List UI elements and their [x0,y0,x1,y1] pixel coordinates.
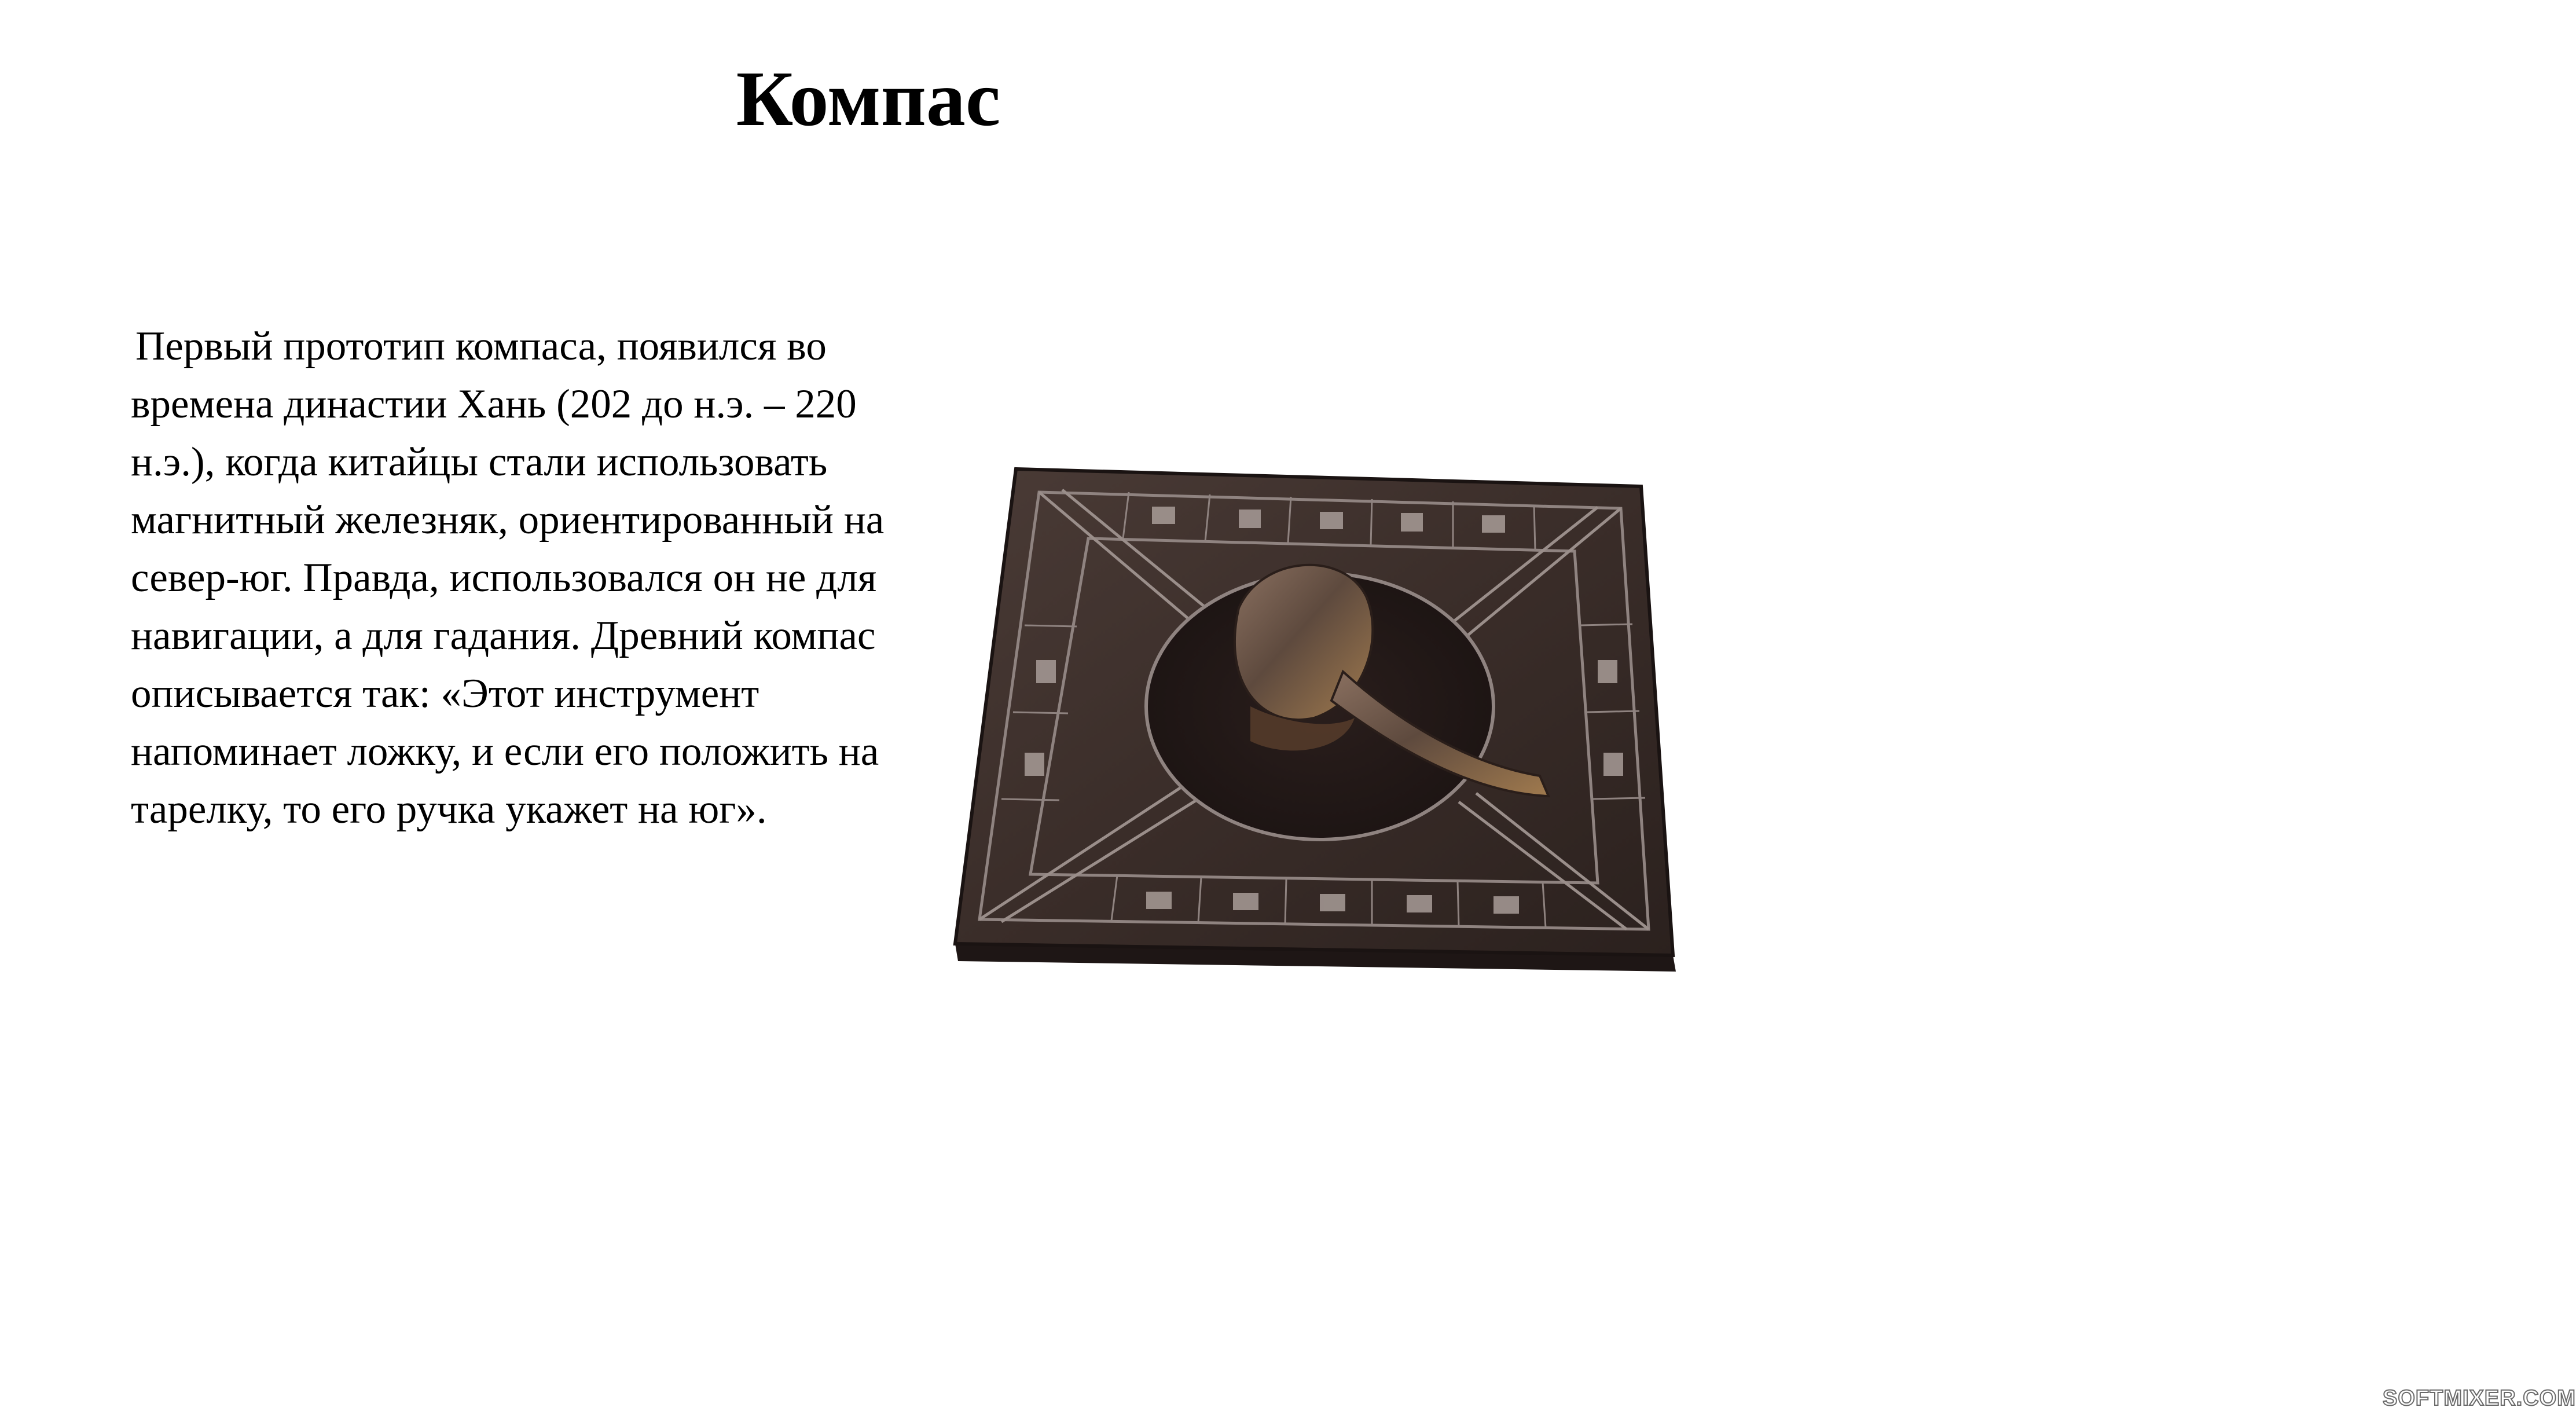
spoon-compass-icon [938,452,1690,984]
slide-title: Компас [736,56,1001,142]
compass-photo [938,452,2576,1410]
image-watermark: SOFTMIXER.COM [2383,1386,2576,1410]
slide-body-text: Первый прототип компаса, появился во времена династии Хань (202 до н.э. – 220 н.э.), когда китайцы стали использовать магнитный железняк, ориентированный на север-юг. Правда, использовался он не для навигации, а для гадания. Древний компас описывается так: «Этот инструмент напоминает ложку, и если его положить на тарелку, то его ручка укажет на юг». [131,324,885,832]
